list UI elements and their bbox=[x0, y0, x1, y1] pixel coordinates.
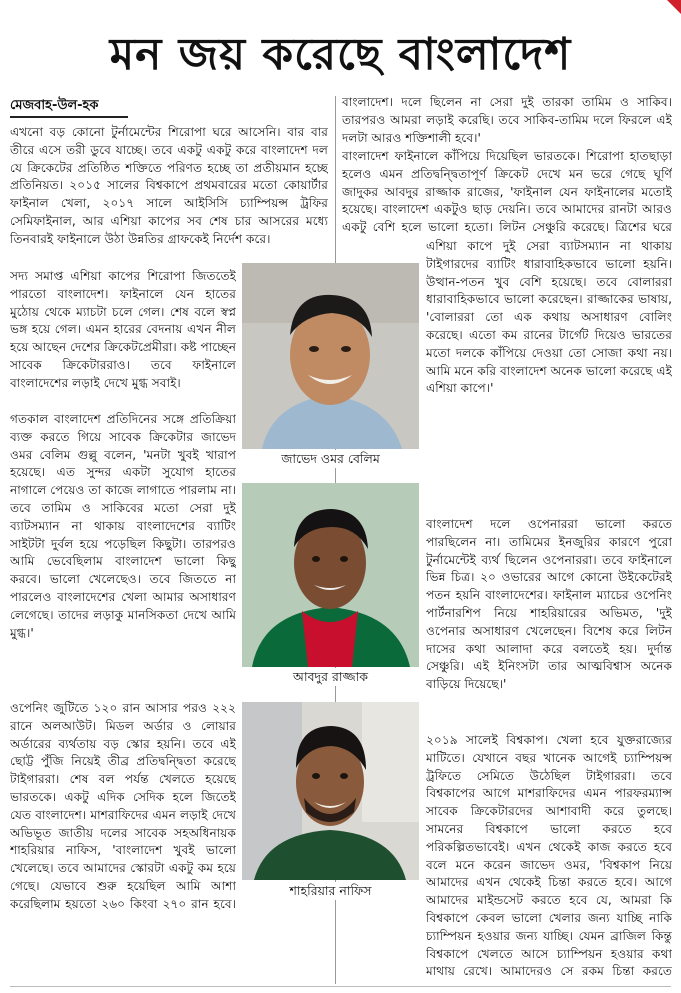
byline-underline bbox=[10, 116, 128, 118]
photo-shahriar-nafees bbox=[242, 702, 419, 880]
photo-caption-abdur-razzak: আবদুর রাজ্জাক bbox=[242, 668, 419, 686]
headline: মন জয় করেছে বাংলাদেশ bbox=[109, 29, 572, 80]
paragraph-openers: বাংলাদেশ দলে ওপেনাররা ভালো করতে পারছিলেন না। তামিমের ইনজুরির কারণে পুরো টুর্নামেন্টেই ব্যর্থ ছিলেন ওপেনাররা। তবে ফাইনালে ভিন্ন চিত্র। ২০ ওভারের আগে কোনো উইকেটেরই পতন হয়নি বাংলাদেশের। ফাইনাল ম্যাচের ওপেনিং পার্টনারশিপ নিয়ে শাহরিয়ারের অভিমত, 'দুই ওপেনার অসাধারণ খেলেছেন। বিশেষ করে লিটন দাসের কথা আলাদা করে বলতেই হয়। দুর্দান্ত সেঞ্চুরি। এই ইনিংসটা তার আত্মবিশ্বাস অনেক বাড়িয়ে দিয়েছে।' bbox=[426, 517, 672, 692]
portrait-photo-icon bbox=[242, 263, 419, 449]
photo-javed-omar bbox=[242, 263, 419, 449]
photo-caption-shahriar-nafees: শাহরিয়ার নাফিস bbox=[242, 882, 419, 900]
paragraph-shahriar-ending: বাংলাদেশ। দলে ছিলেন না সেরা দুই তারকা তামিম ও সাকিব। তারপরও আমরা লড়াই করেছি। তবে সাকিব-তামিম দলে ফিরলে এই দলটা আরও শক্তিশালী হবে।' bbox=[342, 95, 672, 145]
photo-caption-javed-omar: জাভেদ ওমর বেলিম bbox=[242, 450, 419, 468]
portrait-photo-icon bbox=[242, 483, 419, 667]
portrait-photo-icon bbox=[242, 702, 419, 880]
paragraph-javed-omar-quote: গতকাল বাংলাদেশ প্রতিদিনের সঙ্গে প্রতিক্রিয়া ব্যক্ত করতে গিয়ে সাবেক ক্রিকেটার জাভেদ ওমর বেলিম গুল্লু বলেন, 'মনটা খুবই খারাপ হয়েছে। এত সুন্দর একটা সুযোগ হাতের নাগালে পেয়েও তা কাজে লাগাতে পারলাম না। তবে তামিম ও সাকিবের মতো সেরা দুই ব্যাটসম্যান না থাকায় বাংলাদেশের ব্যাটিং সাইটটা দুর্বল হয়ে পড়েছিল কিছুটা। তারপরও আমি ভেবেছিলাম বাংলাদেশ ভালো কিছু করবে। ভালো খেলেছেও। তবে জিততে না পারলেও বাংলাদেশের খেলা আমার অসাধারণ লেগেছে। তাদের লড়াকু মানসিকতা দেখে আমি মুগ্ধ।' bbox=[10, 412, 236, 640]
paragraph-asia-cup: সদ্য সমাপ্ত এশিয়া কাপের শিরোপা জিততেই পারতো বাংলাদেশ। ফাইনালে যেন হাতের মুঠোয় থেকে ম্যাচটা চলে গেল। শেষ বলে স্বপ্ন ভঙ্গ হয়ে গেল। এমন হারের বেদনায় এখন নীল হয়ে আছেন দেশের ক্রিকেটপ্রেমীরা। কষ্ট পাচ্ছেন সাবেক ক্রিকেটাররাও। তবে ফাইনালে বাংলাদেশের লড়াই দেখে মুগ্ধ সবাই। bbox=[10, 269, 236, 390]
photo-abdur-razzak bbox=[242, 483, 419, 667]
paragraph-razzak-quote-top: বাংলাদেশ ফাইনালে কাঁপিয়ে দিয়েছিল ভারতকে। শিরোপা হাতছাড়া হলেও এমন প্রতিদ্বন্দ্বিতাপূর্ণ ক্রিকেট দেখে মন ভরে গেছে ঘূর্ণি জাদুকর আবদুর রাজ্জাক রাজের, 'ফাইনাল যেন ফাইনালের মতোই হয়েছে। বাংলাদেশ একটুও ছাড় দেয়নি। তবে আমাদের রানটা আরও একটু বেশি হলে ভালো হতো। লিটন সেঞ্চুরি করেছে। ত্রিশের ঘরে bbox=[342, 149, 672, 235]
paragraph-bowling-quote: এশিয়া কাপে দুই সেরা ব্যাটসম্যান না থাকায় টাইগারদের ব্যাটিং ধারাবাহিকভাবে ভালো হয়নি। উত্থান-পতন খুব বেশি হয়েছে। তবে বোলাররা ধারাবাহিকভাবে ভালো করেছেন। রাজ্জাকের ভাষায়, 'বোলাররা তো এক কথায় অসাধারণ বোলিং করেছে। এতো কম রানের টার্গেট দিয়েও ভারতের মতো দলকে কাঁপিয়ে দেওয়া তো সোজা কথা নয়। আমি মনে করি বাংলাদেশ অনেক ভালো করেছে এই এশিয়া কাপে।' bbox=[426, 239, 672, 396]
footer-divider bbox=[10, 986, 671, 987]
paragraph-intro: এখনো বড় কোনো টুর্নামেন্টের শিরোপা ঘরে আসেনি। বার বার তীরে এসে তরী ডুবে যাচ্ছে। তবে একটু একটু করে বাংলাদেশ দল যে ক্রিকেটের প্রতিষ্ঠিত শক্তিতে পরিণত হচ্ছে তা প্রতীয়মান হচ্ছে প্রতিনিয়ত। ২০১৫ সালের বিশ্বকাপে প্রথমবারের মতো কোয়ার্টার ফাইনাল খেলা, ২০১৭ সালে আইসিসি চ্যাম্পিয়ন্স ট্রফির সেমিফাইনাল, আর এশিয়া কাপের সব শেষ চার আসরের মধ্যে তিনবারই ফাইনালে উঠা উন্নতির গ্রাফকেই নির্দেশ করে। bbox=[10, 125, 328, 246]
paragraph-world-cup: ২০১৯ সালেই বিশ্বকাপ। খেলা হবে যুক্তরাজ্যের মাটিতে। যেখানে বছর খানেক আগেই চ্যাম্পিয়ন্স ট্রফিতে সেমিতে উঠেছিল টাইগাররা। তবে বিশ্বকাপের আগে মাশরাফিদের এমন পারফরম্যান্স সাবেক ক্রিকেটারদের আশাবাদী করে তুলছে। সামনের বিশ্বকাপে ভালো করতে হবে পরিকল্পিতভাবেই। এখন থেকেই কাজ করতে হবে বলে মনে করেন জাভেদ ওমর, 'বিশ্বকাপ নিয়ে আমাদের এখন থেকেই চিন্তা করতে হবে। আগে আমাদের মাইন্ডসেট করতে হবে যে, আমরা কি বিশ্বকাপে কেবল ভালো খেলার জন্য যাচ্ছি নাকি চ্যাম্পিয়ন হওয়ার জন্য যাচ্ছি। যেমন ব্রাজিল কিন্তু বিশ্বকাপে খেলতে আসে চ্যাম্পিয়ন হওয়ার কথা মাথায় রেখে। আমাদেরও সে রকম চিন্তা করতে bbox=[426, 733, 672, 979]
corner-accent bbox=[667, 0, 681, 14]
byline: মেজবাহ-উল-হক bbox=[10, 98, 99, 113]
paragraph-shahriar-quote: ওপেনিং জুটিতে ১২০ রান আসার পরও ২২২ রানে অলআউট। মিডল অর্ডার ও লোয়ার অর্ডারের ব্যর্থতায় বড় স্কোর হয়নি। তবে এই ছোট্ট পুঁজি নিয়েই তীব্র প্রতিদ্বন্দ্বিতা করেছে টাইগাররা। শেষ বল পর্যন্ত খেলতে হয়েছে ভারতকে। একটু এদিক সেদিক হলে জিতেই যেত বাংলাদেশ। মাশরাফিদের এমন লড়াই দেখে অভিভূত জাতীয় দলের সাবেক সহঅধিনায়ক শাহরিয়ার নাফিস, 'বাংলাদেশ খুবই ভালো খেলেছে। তবে আমাদের স্কোরটা একটু কম হয়ে গেছে। যেভাবে শুরু হয়েছিল আমি আশা করেছিলাম হয়তো ২৬০ কিংবা ২৭০ রান হবে। bbox=[10, 701, 236, 911]
